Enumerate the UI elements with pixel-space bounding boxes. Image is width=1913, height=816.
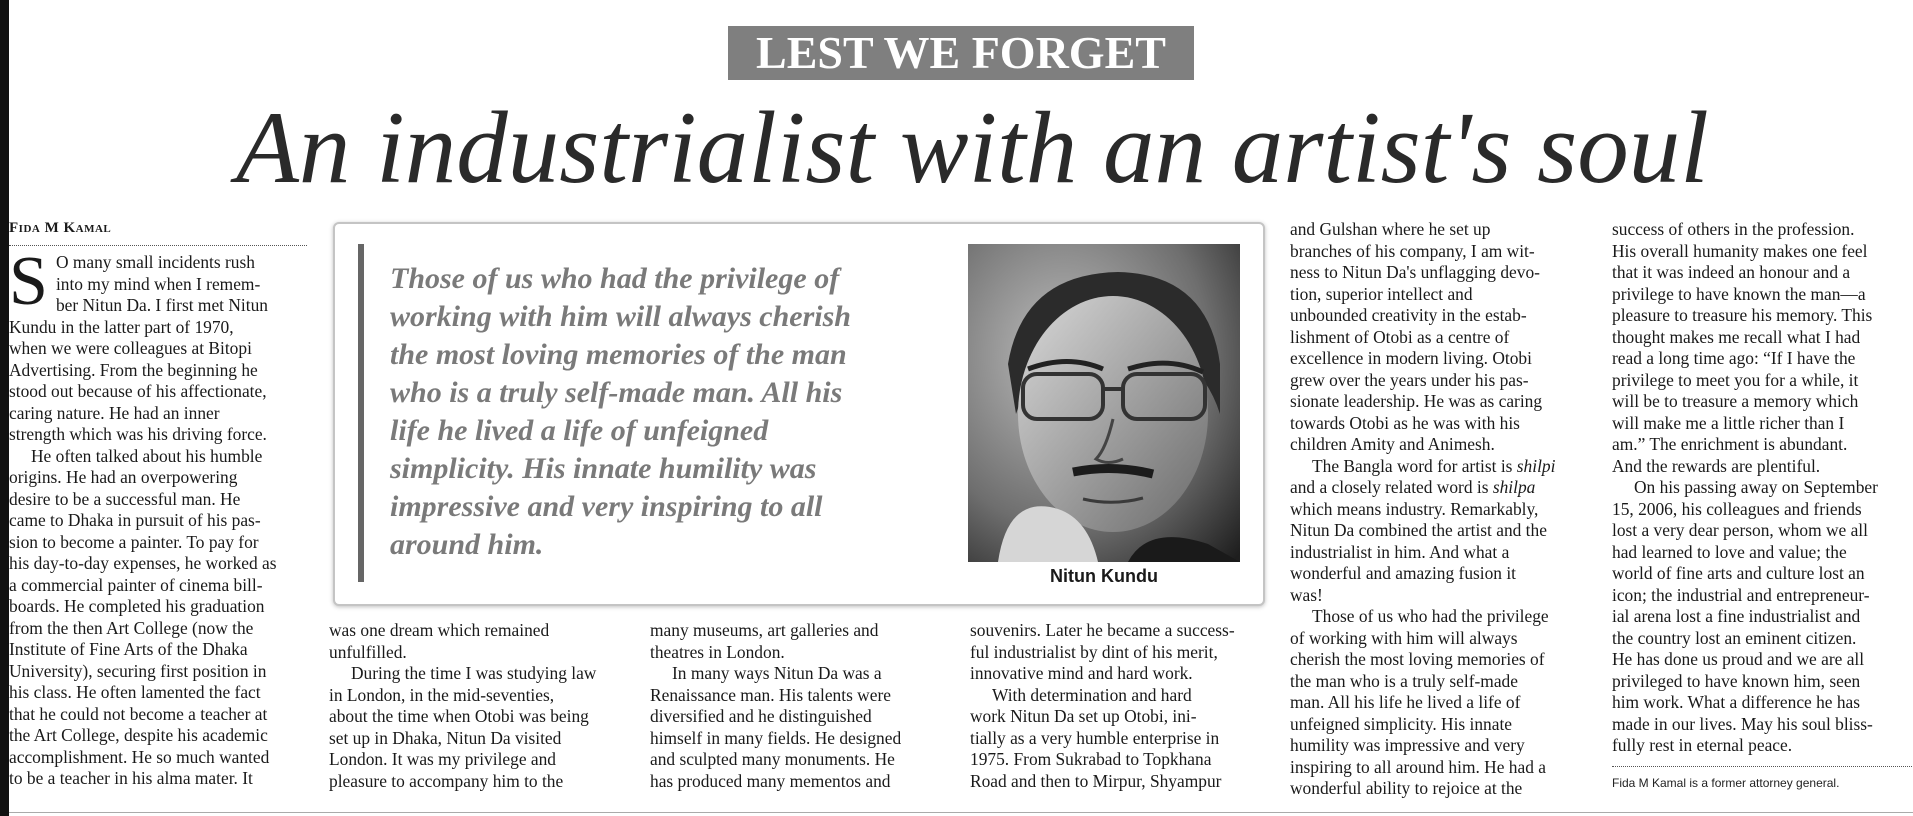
text-line: excellence in modern living. Otobi xyxy=(1290,348,1532,368)
text-line: His overall humanity makes one feel xyxy=(1612,240,1868,261)
byline-divider xyxy=(9,245,307,246)
text-line: tion, superior intellect and xyxy=(1290,283,1473,304)
bottom-rule xyxy=(9,812,1913,813)
text-line: ful industrialist by dint of his merit, xyxy=(970,641,1218,662)
text-line: Advertising. From the beginning he xyxy=(9,359,258,380)
text-line: came to Dhaka in pursuit of his pas- xyxy=(9,510,261,530)
text-line: humility was impressive and very xyxy=(1290,735,1525,755)
byline: Fida M Kamal xyxy=(9,220,112,236)
text-line: was! xyxy=(1290,584,1323,605)
text-line: that he could not become a teacher at xyxy=(9,703,268,724)
text-line: University), securing first position in xyxy=(9,660,267,681)
article-column-5 xyxy=(1290,219,1590,800)
text-line: boards. He completed his graduation xyxy=(9,596,265,616)
text-line: desire to be a successful man. He xyxy=(9,488,241,509)
text-line: In many ways Nitun Da was a xyxy=(672,663,882,683)
text-line: He has done us proud and we are all xyxy=(1612,649,1865,669)
text-line: the country lost an eminent citizen. xyxy=(1612,627,1857,648)
text-line: towards Otobi as he was with his xyxy=(1290,412,1520,433)
text-line: world of fine arts and culture lost an xyxy=(1612,563,1865,583)
text-line: pleasure to accompany him to the xyxy=(329,770,564,791)
text-line: who is a truly self-made man. All his xyxy=(390,376,843,409)
text-line: And the rewards are plentiful. xyxy=(1612,455,1821,476)
paragraph xyxy=(650,663,950,792)
text-line: which means industry. Remarkably, xyxy=(1290,498,1539,519)
text-line: working with him will always cherish xyxy=(390,300,851,333)
text-line: wonderful and amazing fusion it xyxy=(1290,563,1517,583)
text-line: life he lived a life of unfeigned xyxy=(390,414,769,447)
text-line: impressive and very inspiring to all xyxy=(390,490,823,523)
text-line: wonderful ability to rejoice at the xyxy=(1290,778,1523,798)
text-line: will be to treasure a memory which xyxy=(1612,391,1859,411)
text-line: souvenirs. Later he became a success- xyxy=(970,620,1235,640)
text-line: success of others in the profession. xyxy=(1612,219,1855,239)
text-line: tially as a very humble enterprise in xyxy=(970,727,1220,748)
paragraph xyxy=(1290,606,1590,800)
text-line: am.” The enrichment is abundant. xyxy=(1612,434,1848,454)
text-line: diversified and he distinguished xyxy=(650,706,872,726)
text-line: him work. What a difference he has xyxy=(1612,692,1861,712)
text-line: his class. He often lamented the fact xyxy=(9,682,261,702)
text-line: the Art College, despite his academic xyxy=(9,725,268,745)
text-line: unbounded creativity in the estab- xyxy=(1290,305,1527,325)
text-line: into my mind when I remem- xyxy=(55,273,261,294)
text-line: a commercial painter of cinema bill- xyxy=(9,574,263,595)
text-line: branches of his company, I am wit- xyxy=(1290,240,1535,261)
text-line: thought makes me recall what I had xyxy=(1612,326,1861,347)
text-line: stood out because of his affectionate, xyxy=(9,381,267,401)
article-column-1 xyxy=(9,243,309,790)
text-line: many museums, art galleries and xyxy=(650,620,879,640)
paragraph-continued xyxy=(650,620,950,663)
drop-cap: S xyxy=(9,243,48,320)
text-line: lost a very dear person, whom we all xyxy=(1612,520,1868,540)
text-line: O many small incidents rush xyxy=(55,252,255,272)
text-line: from the then Art College (now the xyxy=(9,617,254,638)
text-line: accomplishment. He so much wanted xyxy=(9,746,270,767)
paragraph xyxy=(329,663,629,792)
paragraph-shilpa: and a closely related word is shilpa xyxy=(1290,477,1536,497)
text-line: pleasure to treasure his memory. This xyxy=(1612,305,1873,325)
text-line: has produced many mementos and xyxy=(650,770,891,791)
paragraph-shilpa-rest xyxy=(1290,499,1590,607)
article-column-6 xyxy=(1612,219,1912,757)
text-line: Those of us who had the privilege of xyxy=(390,262,840,295)
text-line: privilege to have known the man—a xyxy=(1612,283,1866,304)
author-note-divider xyxy=(1612,766,1912,767)
text-line: the man who is a truly self-made xyxy=(1290,670,1518,691)
text-line: strength which was his driving force. xyxy=(9,424,267,444)
text-line: During the time I was studying law xyxy=(351,663,597,683)
text-line: industrialist in him. And what a xyxy=(1290,541,1510,562)
text-line: cherish the most loving memories of xyxy=(1290,649,1545,669)
text-line: his day-to-day expenses, he worked as xyxy=(9,553,277,573)
text-line: He often talked about his humble xyxy=(31,445,263,466)
paragraph-2 xyxy=(9,446,309,790)
text-line: ness to Nitun Da's unflagging devo- xyxy=(1290,262,1540,282)
word-shilpa: shilpa xyxy=(1492,477,1536,497)
text-line: ial arena lost a fine industrialist and xyxy=(1612,606,1861,626)
text-line: set up in Dhaka, Nitun Da visited xyxy=(329,727,562,748)
text-line: Nitun Da combined the artist and the xyxy=(1290,520,1547,540)
text-line: simplicity. His innate humility was xyxy=(390,452,817,485)
text-line: origins. He had an overpowering xyxy=(9,467,238,487)
text-line: privilege to meet you for a while, it xyxy=(1612,369,1859,390)
text-line: children Amity and Animesh. xyxy=(1290,434,1495,454)
text-line: innovative mind and hard work. xyxy=(970,663,1193,683)
text-line: of working with him will always xyxy=(1290,627,1518,648)
paragraph-1-lead xyxy=(9,243,309,320)
text-line: privileged to have known him, seen xyxy=(1612,670,1861,691)
paragraph-continued xyxy=(329,620,629,663)
section-kicker: LEST WE FORGET xyxy=(728,26,1194,80)
text-line: himself in many fields. He designed xyxy=(650,727,902,748)
article-column-3 xyxy=(650,620,950,792)
text-line: caring nature. He had an inner xyxy=(9,402,220,423)
text-line: ber Nitun Da. I first met Nitun xyxy=(55,295,268,315)
article-column-2 xyxy=(329,620,629,792)
word-shilpi: shilpi xyxy=(1516,455,1556,476)
text-line: On his passing away on September xyxy=(1634,477,1878,497)
paragraph-continued xyxy=(1612,219,1912,477)
text-line: that it was indeed an honour and a xyxy=(1612,262,1851,282)
text-line: fully rest in eternal peace. xyxy=(1612,735,1793,755)
text-line: work Nitun Da set up Otobi, ini- xyxy=(970,706,1197,726)
text-line: London. It was my privilege and xyxy=(329,749,556,769)
paragraph xyxy=(970,685,1270,793)
text-line: to be a teacher in his alma mater. It xyxy=(9,768,253,788)
pull-quote-bar xyxy=(358,244,364,582)
text-line: sion to become a painter. To pay for xyxy=(9,531,259,552)
article-headline: An industrialist with an artist's soul xyxy=(236,91,1709,205)
paragraph-continued xyxy=(970,620,1270,685)
text-line: had learned to love and value; the xyxy=(1612,541,1847,562)
paragraph-shilpi: The Bangla word for artist is shilpi xyxy=(1312,455,1556,476)
text-line: 1975. From Sukrabad to Topkhana xyxy=(970,749,1212,769)
text-line: man. All his life he lived a life of xyxy=(1290,692,1521,712)
pull-quote-box xyxy=(333,222,1265,606)
paragraph-continued xyxy=(1290,219,1590,456)
text-line: around him. xyxy=(390,528,544,561)
author-note: Fida M Kamal is a former attorney general. xyxy=(1612,776,1840,790)
text-line: Kundu in the latter part of 1970, xyxy=(9,316,234,337)
paragraph-1-rest xyxy=(9,317,309,446)
text-line: and sculpted many monuments. He xyxy=(650,749,895,769)
text-line: read a long time ago: “If I have the xyxy=(1612,348,1856,368)
text-line: Road and then to Mirpur, Shyampur xyxy=(970,770,1222,791)
text-line: Institute of Fine Arts of the Dhaka xyxy=(9,639,248,659)
text-line: theatres in London. xyxy=(650,641,785,662)
portrait-photo xyxy=(968,244,1240,562)
article-column-4 xyxy=(970,620,1270,792)
text-line: in London, in the mid-seventies, xyxy=(329,684,555,705)
text-line: was one dream which remained xyxy=(329,620,550,640)
text-line: sionate leadership. He was as caring xyxy=(1290,391,1543,411)
text-line: With determination and hard xyxy=(992,684,1192,705)
text-line: and Gulshan where he set up xyxy=(1290,219,1491,239)
text-line: will make me a little richer than I xyxy=(1612,412,1845,433)
text-line: made in our lives. May his soul bliss- xyxy=(1612,713,1873,734)
text-line: Those of us who had the privilege xyxy=(1312,606,1549,626)
text-line: icon; the industrial and entrepreneur- xyxy=(1612,584,1870,605)
text-line: 15, 2006, his colleagues and friends xyxy=(1612,498,1862,519)
pull-quote-text xyxy=(390,260,851,564)
left-edge-rule xyxy=(0,0,9,816)
text-line: inspiring to all around him. He had a xyxy=(1290,756,1546,777)
text-line: lishment of Otobi as a centre of xyxy=(1290,326,1510,347)
text-line: Renaissance man. His talents were xyxy=(650,684,891,705)
photo-caption: Nitun Kundu xyxy=(1050,566,1158,586)
text-line: the most loving memories of the man xyxy=(390,338,847,371)
text-line: unfeigned simplicity. His innate xyxy=(1290,713,1513,734)
text-line: when we were colleagues at Bitopi xyxy=(9,338,252,358)
paragraph xyxy=(1612,477,1912,757)
text-line: grew over the years under his pas- xyxy=(1290,369,1529,390)
text-line: unfulfilled. xyxy=(329,641,407,662)
text-line: about the time when Otobi was being xyxy=(329,706,589,726)
